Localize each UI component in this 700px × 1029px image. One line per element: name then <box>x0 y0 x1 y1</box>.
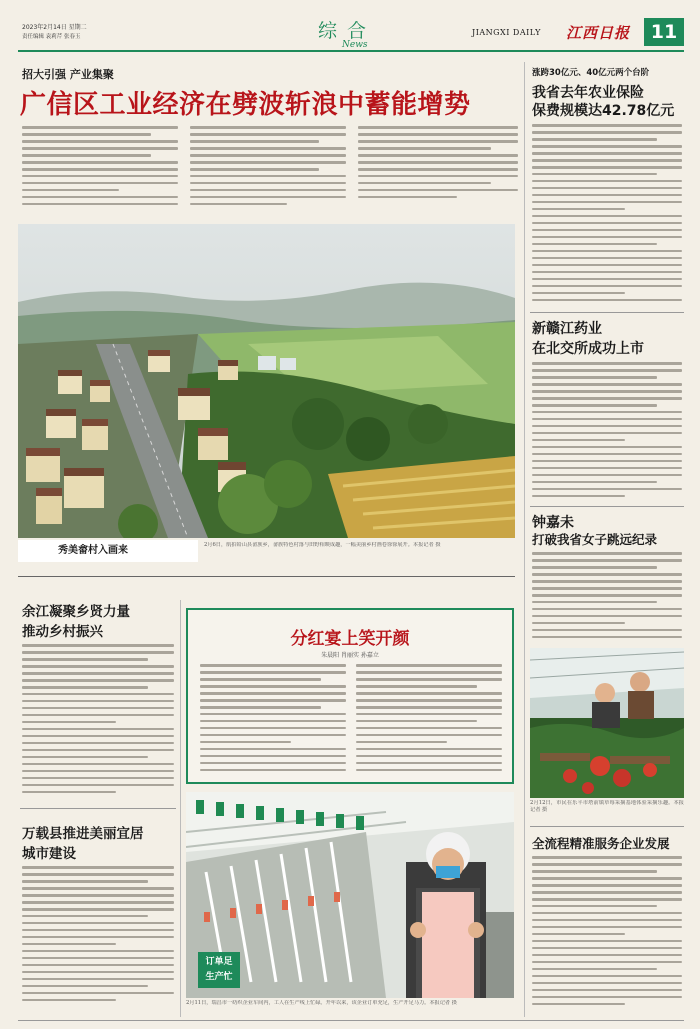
left-mid-body <box>22 644 174 804</box>
header-rule <box>18 50 684 52</box>
left-divider <box>20 808 176 809</box>
right-divider-3 <box>530 826 684 827</box>
left-column-divider <box>180 600 181 1017</box>
center-box-body-col2 <box>356 664 502 776</box>
right-third-body <box>532 552 682 642</box>
page-number-text: 11 <box>650 21 678 43</box>
right-mid-headline-2: 在北交所成功上市 <box>532 341 644 357</box>
lead-headline: 广信区工业经济在劈波斩浪中蓄能增势 <box>20 90 471 120</box>
left-bottom-headline-2: 城市建设 <box>22 846 76 862</box>
lead-kicker: 招大引强 产业集聚 <box>22 68 114 81</box>
lead-photo-caption-text: 秀美畲村入画来 <box>58 545 128 556</box>
left-mid-headline-1: 余江凝聚乡贤力量 <box>22 604 130 620</box>
right-top-headline-2: 保费规模达42.78亿元 <box>532 103 675 119</box>
paper-logo: 江西日报 <box>566 24 631 42</box>
footer-rule <box>18 1020 684 1021</box>
right-top-kicker: 涨跨30亿元、40亿元两个台阶 <box>532 68 650 78</box>
center-box-byline: 朱晨阳 肖丽实 孙嘉立 <box>321 652 379 659</box>
center-box-body-col1 <box>200 664 346 776</box>
lead-photo <box>18 224 515 538</box>
right-bottom-body <box>532 856 682 1016</box>
lead-body-col2 <box>190 126 346 216</box>
factory-photo-note: 2月11日，瑞昌市一纺织企业车间内，工人在生产线上忙碌。开年以来，该企业订单充足，生产开足马力。本报记者 摄 <box>186 1000 457 1006</box>
header-editor: 责任编辑 袁莉芹 张春玉 <box>22 34 81 40</box>
right-mid-headline-1: 新赣江药业 <box>532 321 602 337</box>
strawberry-photo <box>530 648 684 798</box>
left-mid-headline-2: 推动乡村振兴 <box>22 624 103 640</box>
lead-body-col1 <box>22 126 178 216</box>
center-feature-box <box>186 608 514 784</box>
lead-photo-caption <box>18 540 198 562</box>
page-number <box>644 18 684 46</box>
factory-label <box>198 952 240 988</box>
left-top-rule <box>18 576 515 577</box>
factory-label-line1: 订单足 <box>205 957 233 967</box>
factory-photo <box>186 792 514 998</box>
section-en: News <box>342 40 368 50</box>
header-date: 2023年2月14日 星期二 <box>22 24 87 31</box>
left-bottom-body <box>22 866 174 1016</box>
right-column-divider <box>524 62 525 1017</box>
right-divider-1 <box>530 312 684 313</box>
section-title: 综合 <box>318 20 377 42</box>
strawberry-picking-image <box>530 648 684 798</box>
village-landscape-image <box>18 224 515 538</box>
right-top-headline-1: 我省去年农业保险 <box>532 85 644 101</box>
lead-body-col3 <box>358 126 518 216</box>
right-mid-body <box>532 362 682 502</box>
right-third-headline-1: 钟嘉未 <box>532 515 574 531</box>
center-box-headline: 分红宴上笑开颜 <box>290 629 410 649</box>
right-top-body <box>532 124 682 306</box>
factory-label-line2: 生产忙 <box>205 972 233 982</box>
lead-photo-note: 2月6日，航拍铅山县畲族乡，畲族特色村落与田野相映成趣，一幅美丽乡村画卷徐徐展开。本报记者 摄 <box>204 542 441 548</box>
right-divider-2 <box>530 506 684 507</box>
right-third-headline-2: 打破我省女子跳远纪录 <box>532 532 658 547</box>
paper-name-en: JIANGXI DAILY <box>472 28 541 37</box>
right-bottom-headline: 全流程精准服务企业发展 <box>532 836 670 851</box>
strawberry-photo-note: 2月12日，市民在乐平市塔前镇草莓采摘基地体验采摘乐趣。本报记者 摄 <box>530 800 684 814</box>
left-bottom-headline-1: 万载县推进美丽宜居 <box>22 826 144 842</box>
